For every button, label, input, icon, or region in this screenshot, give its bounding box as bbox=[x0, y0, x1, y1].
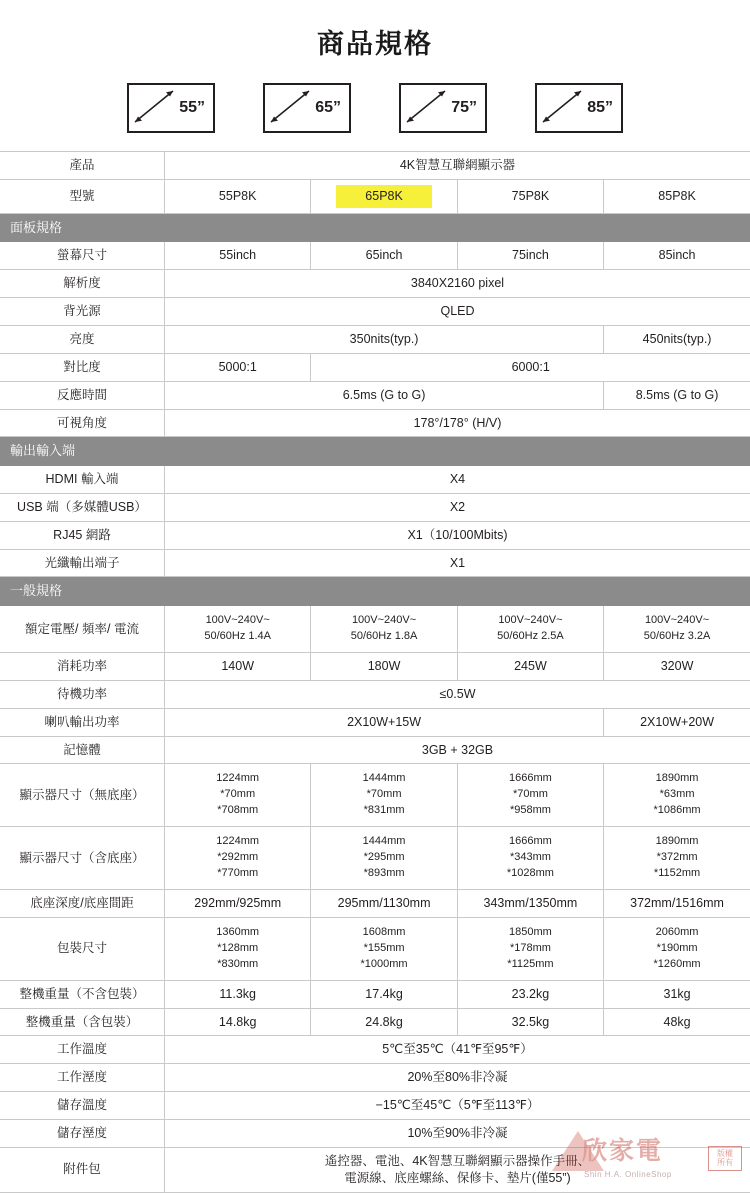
row-value: 1360mm *128mm *830mm bbox=[165, 917, 311, 980]
row-value: 1224mm *70mm *708mm bbox=[165, 764, 311, 827]
watermark-text: 欣家電 bbox=[582, 1131, 663, 1167]
table-row bbox=[0, 270, 750, 298]
row-label: 顯示器尺寸（無底座） bbox=[0, 764, 165, 827]
row-value: 23.2kg bbox=[457, 980, 603, 1008]
row-label: 附件包 bbox=[0, 1147, 165, 1192]
watermark-badge: 版權 所有 bbox=[708, 1146, 742, 1171]
row-value: 31kg bbox=[604, 980, 750, 1008]
table-row bbox=[0, 652, 750, 680]
row-value: 17.4kg bbox=[311, 980, 457, 1008]
row-value: 372mm/1516mm bbox=[604, 890, 750, 918]
table-row bbox=[0, 549, 750, 577]
table-row bbox=[0, 736, 750, 764]
row-value: 100V~240V~ 50/60Hz 2.5A bbox=[457, 606, 603, 653]
table-row bbox=[0, 764, 750, 827]
row-label: 產品 bbox=[0, 152, 165, 180]
row-value: 55inch bbox=[165, 242, 311, 270]
row-value: 450nits(typ.) bbox=[604, 325, 750, 353]
row-value: 1890mm *372mm *1152mm bbox=[604, 827, 750, 890]
row-value: 1444mm *295mm *893mm bbox=[311, 827, 457, 890]
row-value: X4 bbox=[165, 465, 750, 493]
row-value: 1224mm *292mm *770mm bbox=[165, 827, 311, 890]
row-value: 2X10W+20W bbox=[604, 708, 750, 736]
row-value: X1（10/100Mbits) bbox=[165, 521, 750, 549]
table-row bbox=[0, 708, 750, 736]
row-label: 待機功率 bbox=[0, 680, 165, 708]
row-value: 1890mm *63mm *1086mm bbox=[604, 764, 750, 827]
row-label: HDMI 輸入端 bbox=[0, 465, 165, 493]
row-value: 遙控器、電池、4K智慧互聯網顯示器操作手冊、 電源線、底座螺絲、保修卡、墊片(僅55”) bbox=[165, 1147, 750, 1192]
row-value: 350nits(typ.) bbox=[165, 325, 604, 353]
table-row bbox=[0, 1147, 750, 1192]
row-value: 3GB + 32GB bbox=[165, 736, 750, 764]
row-value: 2060mm *190mm *1260mm bbox=[604, 917, 750, 980]
table-row bbox=[0, 1120, 750, 1148]
row-label: 螢幕尺寸 bbox=[0, 242, 165, 270]
row-value: 20%至80%非冷凝 bbox=[165, 1064, 750, 1092]
row-label: 亮度 bbox=[0, 325, 165, 353]
row-value: 292mm/925mm bbox=[165, 890, 311, 918]
row-label: 額定電壓/ 頻率/ 電流 bbox=[0, 606, 165, 653]
table-row bbox=[0, 298, 750, 326]
watermark-subtext: Shin H.A. OnlineShop bbox=[584, 1170, 672, 1179]
row-value: 1850mm *178mm *1125mm bbox=[457, 917, 603, 980]
row-value: 65inch bbox=[311, 242, 457, 270]
row-value: 6.5ms (G to G) bbox=[165, 381, 604, 409]
row-value: 180W bbox=[311, 652, 457, 680]
row-value: 1608mm *155mm *1000mm bbox=[311, 917, 457, 980]
row-value bbox=[311, 179, 457, 213]
row-value: 11.3kg bbox=[165, 980, 311, 1008]
row-value: 85inch bbox=[604, 242, 750, 270]
table-row bbox=[0, 242, 750, 270]
row-value: 10%至90%非冷凝 bbox=[165, 1120, 750, 1148]
table-row bbox=[0, 1008, 750, 1036]
row-value: 295mm/1130mm bbox=[311, 890, 457, 918]
size-badge-label: 65” bbox=[315, 99, 341, 117]
row-label: 對比度 bbox=[0, 353, 165, 381]
row-value: 2X10W+15W bbox=[165, 708, 604, 736]
table-row bbox=[0, 353, 750, 381]
row-value: 178°/178° (H/V) bbox=[165, 409, 750, 437]
spec-table bbox=[0, 151, 750, 1193]
size-badge bbox=[127, 83, 215, 133]
row-label: 喇叭輸出功率 bbox=[0, 708, 165, 736]
size-badge-row bbox=[0, 77, 750, 151]
row-label: 記憶體 bbox=[0, 736, 165, 764]
highlighted-value: 65P8K bbox=[336, 185, 432, 208]
table-row bbox=[0, 409, 750, 437]
row-label: USB 端（多媒體USB） bbox=[0, 493, 165, 521]
row-value: 343mm/1350mm bbox=[457, 890, 603, 918]
row-label: 工作溼度 bbox=[0, 1064, 165, 1092]
row-value: 100V~240V~ 50/60Hz 3.2A bbox=[604, 606, 750, 653]
table-row bbox=[0, 493, 750, 521]
table-row bbox=[0, 465, 750, 493]
row-label: 儲存溼度 bbox=[0, 1120, 165, 1148]
row-value: 6000:1 bbox=[311, 353, 750, 381]
row-value: 1666mm *343mm *1028mm bbox=[457, 827, 603, 890]
row-label: 反應時間 bbox=[0, 381, 165, 409]
row-value: 140W bbox=[165, 652, 311, 680]
row-value: 8.5ms (G to G) bbox=[604, 381, 750, 409]
row-value: 4K智慧互聯網顯示器 bbox=[165, 152, 750, 180]
table-row bbox=[0, 1064, 750, 1092]
table-row bbox=[0, 890, 750, 918]
row-label: 底座深度/底座間距 bbox=[0, 890, 165, 918]
row-value: 75P8K bbox=[457, 179, 603, 213]
table-row bbox=[0, 606, 750, 653]
row-value: 5℃至35℃（41℉至95℉） bbox=[165, 1036, 750, 1064]
size-badge bbox=[399, 83, 487, 133]
row-value: 245W bbox=[457, 652, 603, 680]
row-label: 解析度 bbox=[0, 270, 165, 298]
table-row bbox=[0, 980, 750, 1008]
row-label: 型號 bbox=[0, 179, 165, 213]
size-badge bbox=[263, 83, 351, 133]
size-badge-label: 75” bbox=[451, 99, 477, 117]
table-row bbox=[0, 1092, 750, 1120]
section-row bbox=[0, 437, 750, 466]
row-value: 1666mm *70mm *958mm bbox=[457, 764, 603, 827]
section-label: 輸出輸入端 bbox=[0, 437, 750, 466]
table-row bbox=[0, 521, 750, 549]
table-row bbox=[0, 680, 750, 708]
row-value: 24.8kg bbox=[311, 1008, 457, 1036]
row-value: 55P8K bbox=[165, 179, 311, 213]
row-value: 3840X2160 pixel bbox=[165, 270, 750, 298]
row-label: 光纖輸出端子 bbox=[0, 549, 165, 577]
row-value: ≤0.5W bbox=[165, 680, 750, 708]
size-badge-label: 85” bbox=[587, 99, 613, 117]
row-label: 顯示器尺寸（含底座） bbox=[0, 827, 165, 890]
table-row bbox=[0, 917, 750, 980]
row-label: 背光源 bbox=[0, 298, 165, 326]
row-label: 儲存溫度 bbox=[0, 1092, 165, 1120]
row-value: 100V~240V~ 50/60Hz 1.8A bbox=[311, 606, 457, 653]
row-value: 85P8K bbox=[604, 179, 750, 213]
row-value: 320W bbox=[604, 652, 750, 680]
row-value: 48kg bbox=[604, 1008, 750, 1036]
row-value: QLED bbox=[165, 298, 750, 326]
row-value: 5000:1 bbox=[165, 353, 311, 381]
table-row bbox=[0, 1036, 750, 1064]
table-row bbox=[0, 325, 750, 353]
row-value: 75inch bbox=[457, 242, 603, 270]
table-row bbox=[0, 827, 750, 890]
section-label: 面板規格 bbox=[0, 213, 750, 242]
size-badge-label: 55” bbox=[179, 99, 205, 117]
page-title: 商品規格 bbox=[0, 0, 750, 77]
row-value: 14.8kg bbox=[165, 1008, 311, 1036]
row-value: 32.5kg bbox=[457, 1008, 603, 1036]
row-value: X2 bbox=[165, 493, 750, 521]
section-row bbox=[0, 213, 750, 242]
table-row bbox=[0, 152, 750, 180]
row-value: 100V~240V~ 50/60Hz 1.4A bbox=[165, 606, 311, 653]
row-label: 整機重量（不含包裝） bbox=[0, 980, 165, 1008]
section-label: 一般規格 bbox=[0, 577, 750, 606]
table-row bbox=[0, 381, 750, 409]
row-label: 工作溫度 bbox=[0, 1036, 165, 1064]
row-label: 包裝尺寸 bbox=[0, 917, 165, 980]
row-label: 可視角度 bbox=[0, 409, 165, 437]
size-badge bbox=[535, 83, 623, 133]
row-value: X1 bbox=[165, 549, 750, 577]
row-value: −15℃至45℃（5℉至113℉） bbox=[165, 1092, 750, 1120]
row-value: 1444mm *70mm *831mm bbox=[311, 764, 457, 827]
table-row bbox=[0, 179, 750, 213]
row-label: RJ45 網路 bbox=[0, 521, 165, 549]
row-label: 消耗功率 bbox=[0, 652, 165, 680]
row-label: 整機重量（含包裝） bbox=[0, 1008, 165, 1036]
section-row bbox=[0, 577, 750, 606]
